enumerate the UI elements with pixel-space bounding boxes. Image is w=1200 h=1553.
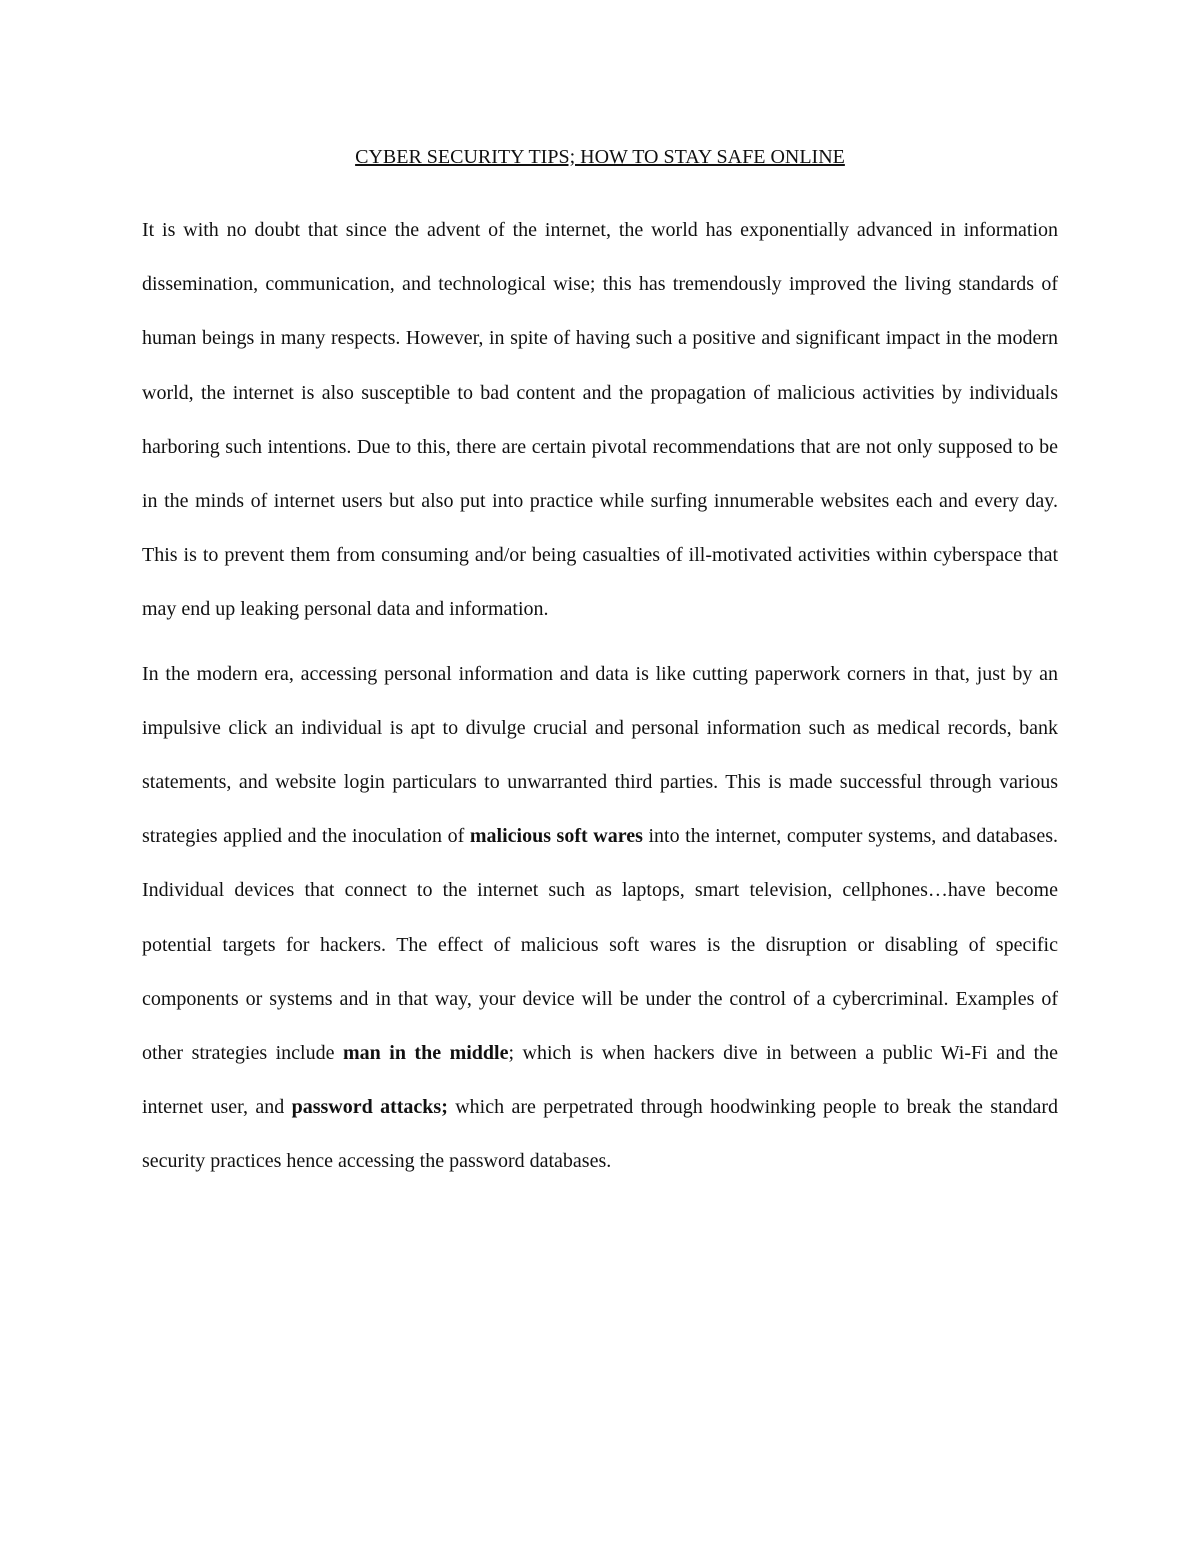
paragraph-threats-text-4: which are perpetrated through hoodwinking people to break the standard security practices hence accessing the password databases. bbox=[142, 1096, 1058, 1173]
document-title: CYBER SECURITY TIPS; HOW TO STAY SAFE ONLINE bbox=[355, 146, 845, 168]
document-body bbox=[142, 140, 1058, 1199]
bold-term-man-in-the-middle: man in the middle bbox=[342, 1042, 509, 1065]
paragraph-threats-text-2: into the internet, computer systems, and databases. Individual devices that connect to the internet such as laptops, smart television, cellphones…have become potential targets for hackers. The effect of malicious soft wares is the disruption or disabling of specific components or systems and in that way, your device will be under the control of a cybercriminal. Examples of other strategies include bbox=[142, 825, 1058, 1065]
paragraph-threats bbox=[142, 647, 1058, 1189]
paragraph-intro: It is with no doubt that since the advent of the internet, the world has exponentially advanced in information dissemination, communication, and technological wise; this has tremendously improved the living standards of human beings in many respects. However, in spite of having such a positive and significant impact in the modern world, the internet is also susceptible to bad content and the propagation of malicious activities by individuals harboring such intentions. Due to this, there are certain pivotal recommendations that are not only supposed to be in the minds of internet users but also put into practice while surfing innumerable websites each and every day. This is to prevent them from consuming and/or being casualties of ill-motivated activities within cyberspace that may end up leaking personal data and information. bbox=[142, 219, 1058, 621]
bold-term-malicious-soft-wares: malicious soft wares bbox=[469, 825, 643, 848]
bold-term-password-attacks: password attacks; bbox=[291, 1096, 448, 1119]
paragraph-threats-text-1: In the modern era, accessing personal information and data is like cutting paperwork corners in that, just by an impulsive click an individual is apt to divulge crucial and personal information such as medical records, bank statements, and website login particulars to unwarranted third parties. This is made successful through various strategies applied and the inoculation of bbox=[142, 662, 1058, 848]
paragraph-threats-text-3: ; which is when hackers dive in between a public Wi-Fi and the internet user, and bbox=[142, 1042, 1059, 1119]
